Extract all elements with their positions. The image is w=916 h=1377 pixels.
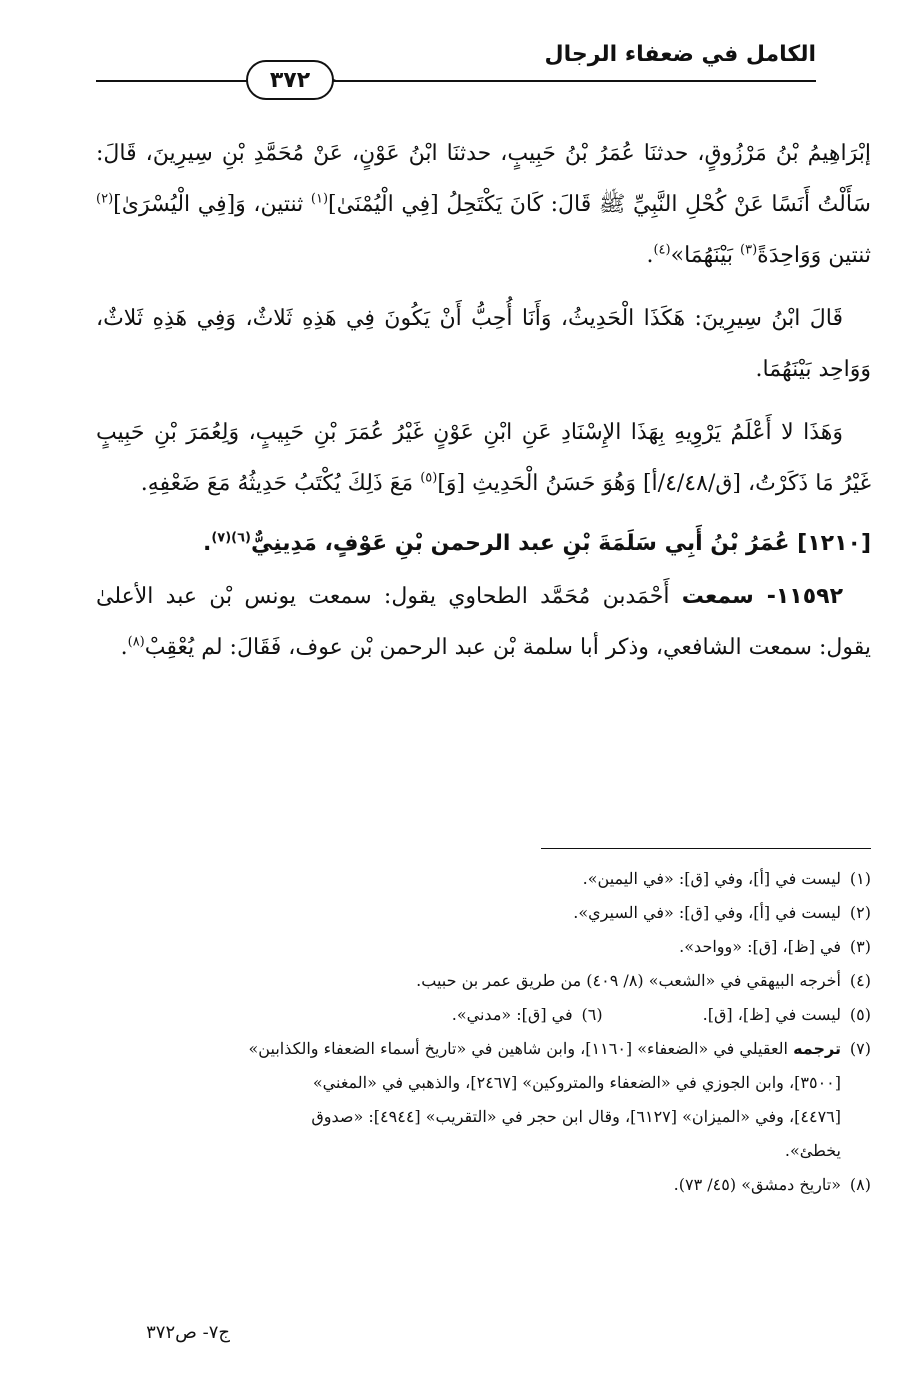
footnote-ref: (١)	[310, 191, 329, 207]
page-header	[96, 38, 816, 108]
text-line: وَهَذَا لا أَعْلَمُ يَرْوِيهِ بِهَذَا الإِسْنَادِ عَنِ ابْنِ عَوْنٍ غَيْرُ عُمَرَ بْنِ حَبِيبٍ، وَلِعُمَرَ بْنِ	[153, 420, 843, 445]
footnote-text: العقيلي في «الضعفاء» [١١٦٠]، وابن شاهين في «تاريخ أسماء الضعفاء والكذابين»	[248, 1039, 794, 1058]
entry-end: .	[202, 531, 212, 556]
footnote-continuation: يخطئ».	[784, 1141, 841, 1160]
footnote-number: (٥)	[849, 1005, 871, 1024]
footnote-ref: (٦)(٧)	[211, 530, 251, 546]
main-text	[96, 128, 871, 685]
footnote-ref: (٢)	[96, 191, 114, 207]
footnotes	[96, 862, 871, 1202]
footnote-number: (٤)	[849, 971, 871, 990]
footnote-text: ليست في [أ]، وفي [ق]: «في اليمين».	[582, 869, 841, 888]
text-segment: .	[120, 635, 128, 660]
footnote	[96, 964, 871, 998]
footnote	[96, 1168, 871, 1202]
footnote-continuation: [٤٤٧٦]، وفي «الميزان» [٦١٢٧]، وقال ابن حجر في «التقريب» [٤٩٤٤]: «صدوق	[311, 1107, 841, 1126]
footnote-text: «تاريخ دمشق» (٤٥/ ٧٣).	[673, 1175, 841, 1194]
text-line: قَالَ ابْنُ سِيرِينَ: هَكَذَا الْحَدِيثُ، وَأَنَا أُحِبُّ أَنْ يَكُونَ فِي هَذِهِ ثَلاثٌ، وَفِي	[196, 306, 843, 331]
footnote-bold: ترجمه	[793, 1039, 841, 1058]
footnote-number: (٣)	[849, 937, 871, 956]
header-rule	[96, 80, 816, 82]
text-line: حَبِيبٍ غَيْرُ مَا ذَكَرْتُ، [ق/٤/٤٨/أ] وَهُوَ حَسَنُ الْحَدِيثِ [وَ]	[96, 420, 871, 496]
volume-page-reference: ج٧- ص٣٧٢	[146, 1322, 230, 1343]
text-line: فَقَالَ: لم يُعْقِبْ	[144, 635, 282, 660]
footnote	[96, 1032, 871, 1066]
footnote-text: في [ظ]، [ق]: «وواحد».	[679, 937, 841, 956]
text-line: هَذِهِ ثَلاثٌ، وَوَاحِد بَيْنَهُمَا.	[96, 306, 871, 382]
paragraph-hadith	[96, 128, 871, 281]
text-line: حَدِيثُهُ مَعَ ضَعْفِهِ.	[140, 471, 288, 496]
footnote-number: (٧)	[849, 1039, 871, 1058]
footnote-number: (١)	[849, 869, 871, 888]
footnote-number: (٦)	[581, 1005, 603, 1024]
entry-title: [١٢١٠] عُمَرُ بْنُ أَبِي سَلَمَةَ بْنِ عبد الرحمن بْنِ عَوْفٍ، مَدِينِيٌّ	[250, 531, 871, 556]
entry-heading	[96, 521, 871, 567]
text-segment: ثنتين وَوَاحِدَةً	[757, 243, 871, 268]
text-line: سِيرِينَ، قَالَ: سَأَلْتُ أَنَسًا عَنْ كُحْلِ النَّبِيِّ ﷺ قَالَ: كَانَ يَكْتَحِلُ [فِي الْيُمْنَىٰ]	[96, 141, 871, 217]
footnote-rule	[541, 848, 871, 849]
footnote-pair	[96, 998, 871, 1032]
footnote-text: أخرجه البيهقي في «الشعب» (٨/ ٤٠٩) من طريق عمر بن حبيب.	[416, 971, 841, 990]
running-title: الكامل في ضعفاء الرجال	[544, 42, 816, 67]
paragraph-narration	[96, 571, 871, 673]
text-segment: أَحْمَدبن مُحَمَّد الطحاوي يقول: سمعت يونس بْن	[209, 584, 682, 609]
footnote-text: ليست في [ظ]، [ق].	[702, 1005, 841, 1024]
footnote-number: (٨)	[849, 1175, 871, 1194]
paragraph-commentary	[96, 407, 871, 509]
text-line: عبد الأعلىٰ يقول: سمعت الشافعي، وذكر أبا سلمة بْن عبد الرحمن بْن عوف،	[96, 584, 871, 660]
footnote-ref: (٣)	[740, 242, 758, 258]
paragraph-ibn-sirin	[96, 293, 871, 395]
text-segment: مَعَ ذَلِكَ يُكْتَبُ	[294, 471, 421, 496]
footnote-ref: (٨)	[127, 634, 145, 650]
footnote	[96, 930, 871, 964]
page-number: ٣٧٢	[246, 60, 334, 100]
footnote	[96, 862, 871, 896]
footnote-continuation: [٣٥٠٠]، وابن الجوزي في «الضعفاء والمتروكين» [٢٤٦٧]، والذهبي في «المغني»	[312, 1073, 841, 1092]
footnote	[703, 998, 871, 1032]
text-segment: بَيْنَهُمَا»	[670, 243, 741, 268]
footnote-text: في [ق]: «مدني».	[451, 1005, 573, 1024]
text-line: ثنتين، وَ[فِي الْيُسْرَىٰ]	[113, 192, 304, 217]
footnote	[452, 998, 603, 1032]
footnote-text: ليست في [أ]، وفي [ق]: «في السيري».	[573, 903, 841, 922]
narration-number: ١١٥٩٢- سمعت	[681, 584, 843, 609]
footnote	[96, 896, 871, 930]
text-segment: .	[646, 243, 654, 268]
footnote-ref: (٥)	[420, 470, 438, 486]
footnote-ref: (٤)	[653, 242, 671, 258]
text-line: إبْرَاهِيمُ بْنُ مَرْزُوقٍ، حدثنَا عُمَرُ بْنُ حَبِيبٍ، حدثنَا ابْنُ عَوْنٍ، عَنْ مُحَمَّدِ بْنِ	[221, 141, 871, 166]
footnote-number: (٢)	[849, 903, 871, 922]
